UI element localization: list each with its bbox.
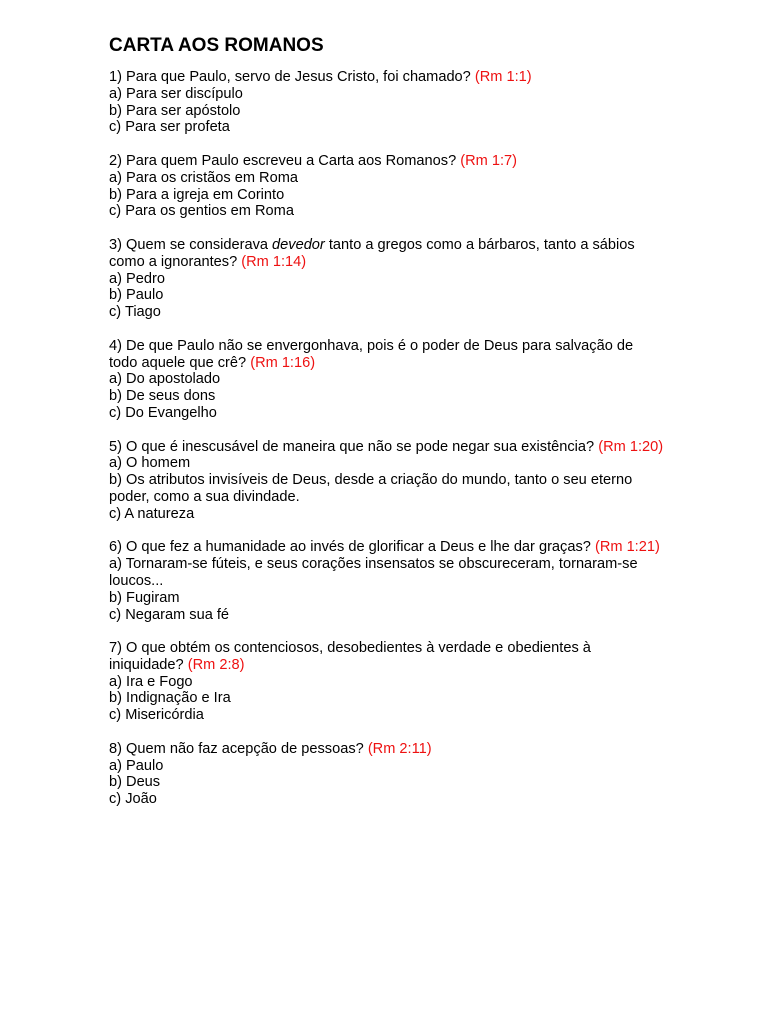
question-3 [109, 237, 665, 321]
question-6 [109, 539, 665, 623]
question-stem: 4) De que Paulo não se envergonhava, pois é o poder de Deus para salvação de todo aquele que crê? [109, 337, 634, 371]
question-5 [109, 439, 665, 523]
option-c: c) Misericórdia [109, 707, 204, 724]
question-stem-continued: tanto a gregos como a bárbaros, tanto a sábios como a ignorantes? [109, 236, 635, 270]
question-text [109, 69, 665, 86]
question-text [109, 153, 665, 170]
option-b: b) Deus [109, 774, 161, 791]
option-c: c) João [109, 791, 157, 808]
question-text [109, 741, 665, 758]
question-text [109, 439, 665, 456]
option-b: b) Paulo [109, 287, 164, 304]
option-b: b) De seus dons [109, 388, 216, 405]
option-c: c) Do Evangelho [109, 404, 217, 421]
option-a: a) Paulo [109, 757, 164, 774]
bible-reference: (Rm 1:16) [250, 354, 316, 371]
bible-reference: (Rm 2:11) [367, 740, 432, 757]
bible-reference: (Rm 1:1) [474, 69, 532, 85]
question-stem: 7) O que obtém os contenciosos, desobedientes à verdade e obedientes à iniquidade? [109, 640, 591, 673]
question-text [109, 539, 665, 556]
option-b: b) Para ser apóstolo [109, 102, 241, 119]
question-text [109, 640, 665, 674]
question-stem: 2) Para quem Paulo escreveu a Carta aos Romanos? [109, 152, 457, 169]
question-7 [109, 640, 665, 724]
question-stem: 1) Para que Paulo, servo de Jesus Cristo, foi chamado? [109, 69, 471, 85]
bible-reference: (Rm 2:8) [187, 656, 245, 673]
document-page [109, 34, 665, 825]
bible-reference: (Rm 1:20) [598, 438, 664, 455]
question-stem: 3) Quem se considerava [109, 236, 273, 253]
question-emphasis: devedor [272, 236, 325, 253]
question-stem: 8) Quem não faz acepção de pessoas? [109, 740, 364, 757]
option-a: a) Do apostolado [109, 371, 221, 388]
question-text [109, 338, 665, 372]
question-2 [109, 153, 665, 220]
question-text [109, 237, 665, 271]
option-a: a) O homem [109, 455, 191, 472]
option-c: c) Para os gentios em Roma [109, 203, 294, 220]
option-b: b) Os atributos invisíveis de Deus, desde a criação do mundo, tanto o seu eterno poder, como a sua divindade. [109, 472, 633, 505]
question-8 [109, 741, 665, 808]
option-c: c) Para ser profeta [109, 119, 230, 136]
question-stem: 6) O que fez a humanidade ao invés de glorificar a Deus e lhe dar graças? [109, 539, 591, 556]
bible-reference: (Rm 1:21) [594, 539, 660, 556]
bible-reference: (Rm 1:14) [241, 253, 307, 270]
document-title: CARTA AOS ROMANOS [109, 35, 324, 56]
option-b: b) Para a igreja em Corinto [109, 186, 285, 203]
option-a: a) Para os cristãos em Roma [109, 169, 298, 186]
option-a: a) Pedro [109, 270, 165, 287]
option-a: a) Ira e Fogo [109, 673, 193, 690]
question-stem: 5) O que é inescusável de maneira que não se pode negar sua existência? [109, 438, 595, 455]
option-a: a) Tornaram-se fúteis, e seus corações insensatos se obscureceram, tornaram-se loucos... [109, 556, 638, 589]
question-4 [109, 338, 665, 422]
bible-reference: (Rm 1:7) [460, 152, 518, 169]
option-a: a) Para ser discípulo [109, 85, 243, 102]
option-c: c) Negaram sua fé [109, 606, 230, 623]
option-b: b) Fugiram [109, 589, 180, 606]
option-b: b) Indignação e Ira [109, 690, 231, 707]
question-1 [109, 69, 665, 136]
option-c: c) Tiago [109, 304, 161, 321]
option-c: c) A natureza [109, 505, 195, 522]
